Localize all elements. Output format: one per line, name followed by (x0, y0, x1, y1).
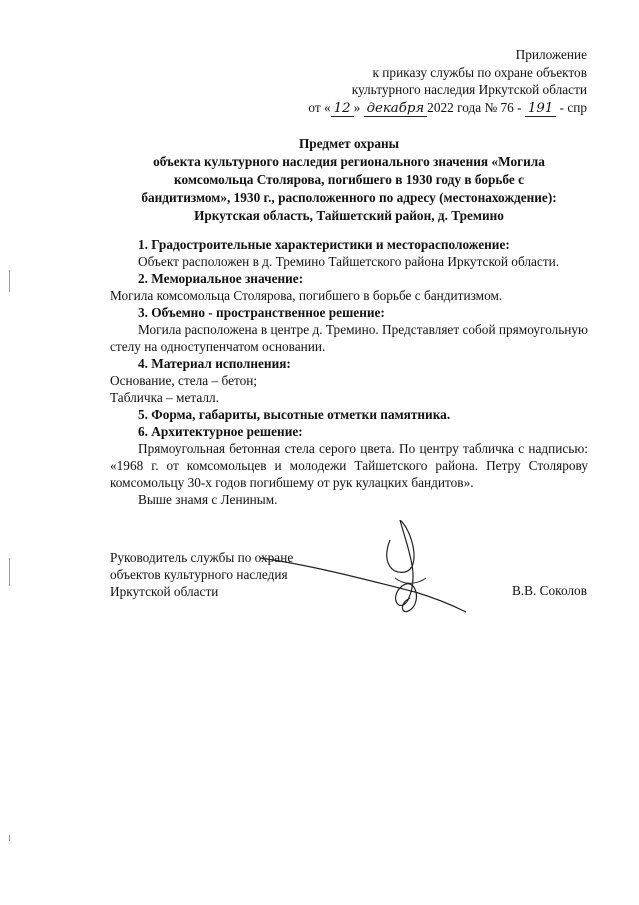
title-line: Иркутская область, Тайшетский район, д. Тремино (194, 208, 504, 223)
title-line: объекта культурного наследия регионального значения «Могила (153, 154, 545, 169)
document-body (110, 236, 588, 508)
title-line: бандитизмом», 1930 г., расположенного по адресу (местонахождение): (141, 190, 557, 205)
scan-edge-mark (9, 270, 10, 292)
order-suffix: - спр (559, 99, 587, 115)
title-line: Предмет охраны (298, 136, 400, 151)
section-heading: 1. Градостроительные характеристики и месторасположение: (138, 237, 510, 252)
handwritten-signature (240, 520, 470, 630)
signatory-line: Иркутской области (110, 584, 219, 599)
signatory-line: объектов культурного наследия (110, 567, 288, 582)
from-prefix: от « (308, 99, 331, 115)
signatory-name: В.В. Соколов (511, 583, 587, 598)
section-heading: 5. Форма, габариты, высотные отметки памятника. (138, 407, 451, 422)
document-title (105, 135, 593, 225)
quote-close: » (353, 99, 361, 115)
handwritten-month: декабря (364, 102, 428, 117)
section-text: Могила комсомольца Столярова, погибшего в борьбе с бандитизмом. (110, 288, 503, 303)
section-heading: 3. Объемно - пространственное решение: (138, 305, 385, 320)
section-heading: 2. Мемориальное значение: (138, 271, 304, 286)
organization-line: культурного наследия Иркутской области (351, 82, 587, 97)
section-text: Прямоугольная бетонная стела серого цвета. По центру табличка с надписью: «1968 г. от комсомольцев и молодежи Тайшетского района. Петру Столярову комсомольцу 30-х годов погибшему от рук кулацких бандитов». (110, 441, 588, 490)
title-line: комсомольца Столярова, погибшего в 1930 году в борьбе с (173, 172, 525, 187)
section-heading: 4. Материал исполнения: (138, 356, 291, 371)
section-text: Выше знамя с Лениным. (138, 492, 278, 507)
handwritten-day: 12 (331, 102, 354, 117)
section-heading: 6. Архитектурное решение: (138, 424, 303, 439)
section-text: Основание, стела – бетон; (110, 373, 258, 388)
scan-edge-mark (9, 835, 10, 841)
section-text: Объект расположен в д. Тремино Тайшетского района Иркутской области. (138, 254, 560, 269)
appendix-label: Приложение (515, 47, 587, 62)
order-date-line (308, 99, 587, 117)
section-text: Могила расположена в центре д. Тремино. Представляет собой прямоугольную стелу на одноступенчатом основании. (110, 322, 588, 354)
year-number: 2022 года № 76 - (427, 99, 522, 115)
handwritten-order-number: 191 (525, 102, 556, 117)
signatory-line: Руководитель службы по охране (110, 550, 294, 565)
appendix-header (308, 46, 587, 117)
order-line: к приказу службы по охране объектов (372, 64, 587, 80)
scan-edge-mark (9, 558, 10, 586)
section-text: Табличка – металл. (110, 390, 219, 405)
